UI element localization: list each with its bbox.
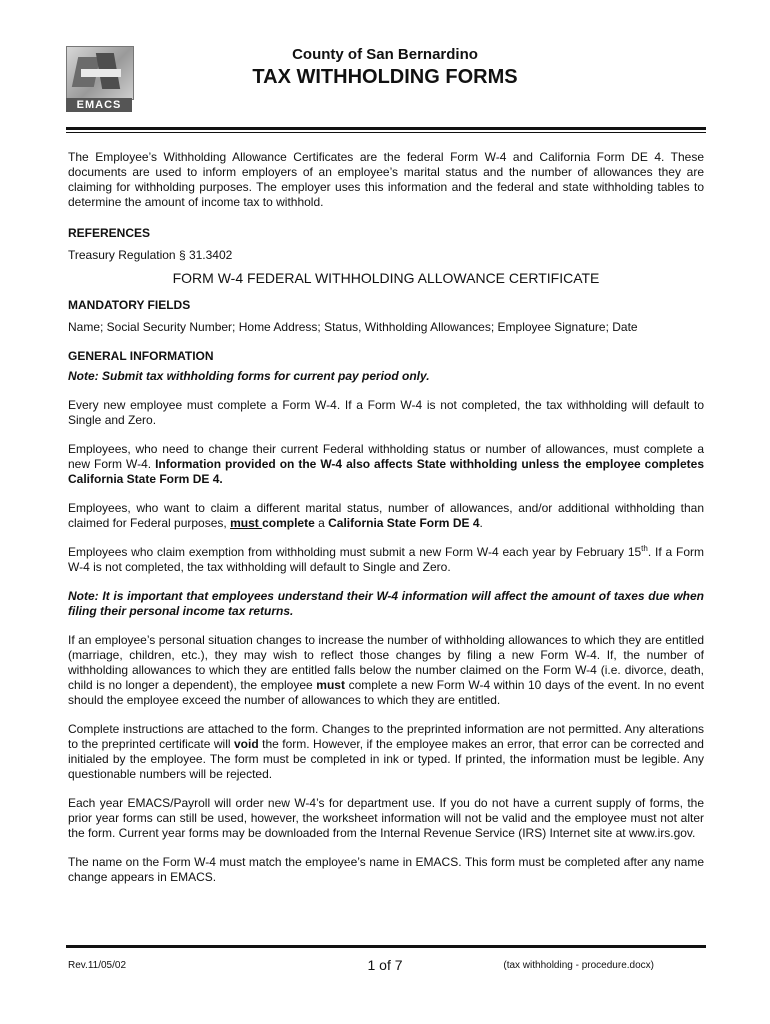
mandatory-fields-text: Name; Social Security Number; Home Address; Status, Withholding Allowances; Employee Signature; Date (68, 320, 638, 334)
file-name: (tax withholding - procedure.docx) (503, 960, 654, 971)
revision-date: Rev.11/05/02 (68, 960, 127, 971)
paragraph-annual-forms: Each year EMACS/Payroll will order new W-4’s for department use. If you do not have a current supply of forms, the prior year forms can still be used, however, the worksheet information will not be valid and the employee must not alter the form. Current year forms may be downloaded from the Internal Revenue Service (IRS) Internet site at www.irs.gov. (68, 796, 704, 840)
paragraph-instructions: Complete instructions are attached to the form. Changes to the preprinted information are not permitted. Any alterations to the preprinted certificate will void the form. However, if the employee makes an error, that error can be corrected and initialed by the employee. The form must be completed in ink or typed. If printed, the information must be legible. Any questionable numbers will be rejected. (68, 722, 704, 781)
header-divider-thin (66, 132, 706, 133)
paragraph-name-match: The name on the Form W-4 must match the employee’s name in EMACS. This form must be completed after any name change appears in EMACS. (68, 855, 704, 884)
header-divider (66, 127, 706, 130)
form-title: FORM W-4 FEDERAL WITHHOLDING ALLOWANCE CERTIFICATE (172, 270, 600, 286)
document-body (68, 150, 704, 885)
note-taxes-due: Note: It is important that employees understand their W-4 information will affect the amount of taxes due when filing their personal income tax returns. (68, 589, 704, 618)
paragraph-change-status: Employees, who need to change their current Federal withholding status or number of allowances, must complete a new Form W-4. Information provided on the W-4 also affects State withholding unless the employee completes California State Form DE 4. (68, 442, 705, 486)
note-current-pay-period: Note: Submit tax withholding forms for current pay period only. (68, 369, 430, 383)
page-title: TAX WITHHOLDING FORMS (252, 66, 518, 88)
general-info-heading: GENERAL INFORMATION (68, 349, 214, 363)
county-name: County of San Bernardino (292, 46, 478, 63)
paragraph-new-employee: Every new employee must complete a Form W-4. If a Form W-4 is not completed, the tax withholding will default to Single and Zero. (68, 398, 704, 427)
footer-divider (66, 945, 706, 948)
intro-paragraph: The Employee’s Withholding Allowance Certificates are the federal Form W-4 and California Form DE 4. These documents are used to inform employers of an employee’s marital status and the number of allowances they are claiming for withholding purposes. The employer uses this information and the federal and state withholding tables to determine the amount of income tax to withhold. (68, 150, 704, 209)
references-text: Treasury Regulation § 31.3402 (68, 248, 233, 262)
logo-label: EMACS (66, 98, 132, 112)
mandatory-fields-heading: MANDATORY FIELDS (68, 298, 191, 312)
references-heading: REFERENCES (68, 226, 151, 240)
paragraph-exemption: Employees who claim exemption from withholding must submit a new Form W-4 each year by February 15th. If a Form W-4 is not completed, the tax withholding will default to Single and Zero. (68, 544, 704, 574)
paragraph-different-status: Employees, who want to claim a different marital status, number of allowances, and/or additional withholding than claimed for Federal purposes, must complete a California State Form DE 4. (68, 501, 704, 530)
page-number: 1 of 7 (367, 957, 403, 973)
paragraph-situation-changes: If an employee’s personal situation changes to increase the number of withholding allowances to which they are entitled (marriage, children, etc.), they may wish to reflect those changes by filing a new Form W-4. If, the number of withholding allowances to which they are entitled falls below the number claimed on the Form W-4 (i.e. divorce, death, child is no longer a dependent), the employee must complete a new Form W-4 within 10 days of the event. In no event should the employee exceed the number of allowances to which they are entitled. (68, 633, 704, 707)
